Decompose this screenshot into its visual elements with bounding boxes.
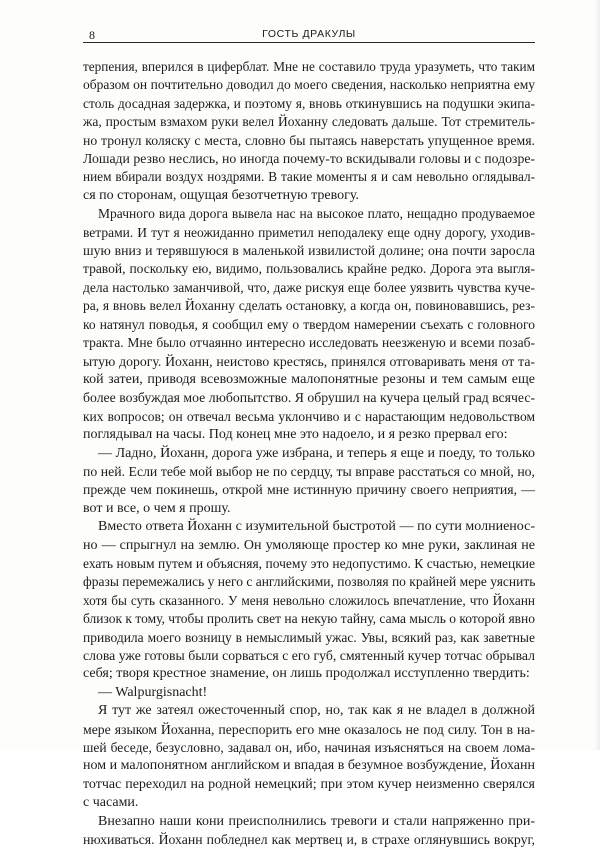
text-line: шей беседе, безусловно, задавал он, ибо, начиная изъясняться на своем лома- (83, 740, 535, 756)
text-line: Я тут же затеял ожесточенный спор, но, так как я не владел в должной (98, 703, 535, 719)
text-line: приводила моего возницу в немыслимый ужас. Увы, всякий раз, как заветные (83, 629, 535, 645)
text-line: ких вопросов; он отвечал весьма уклончиво и с нарастающим недовольством (83, 408, 535, 424)
text-line: вот и все, о чем я прошу. (83, 500, 231, 516)
text-line: кой затеи, приводя всевозможные малопонятные резоны и тем самым еще (83, 371, 535, 387)
text-line: — Walpurgisnacht! (98, 684, 208, 700)
text-line: травой, поскольку ею, видимо, пользовались крайне редко. Дорога эта выгля- (83, 261, 535, 277)
text-line: жа, простым взмахом руки велел Йоханну следовать дальше. Тот стремитель- (83, 114, 535, 130)
text-line: Вместо ответа Йоханн с изумительной быстротой — по сути молниенос- (98, 519, 535, 535)
page-edge-shadow (594, 0, 600, 750)
running-header (83, 20, 535, 43)
text-line: — Ладно, Йоханн, дорога уже избрана, и теперь я еще и поеду, то только (98, 445, 535, 461)
text-line: фразы перемежались у него с английскими, позволяя по крайней мере уяснить (83, 574, 536, 590)
text-line: прежде чем покинешь, открой мне истинную причину своего неприятия, — (83, 482, 535, 498)
text-line: слова уже готовы были сорваться с его губ, смятенный кучер тотчас обрывал (83, 648, 535, 663)
text-line: с часами. (83, 795, 139, 811)
text-line: тотчас переходил на родной немецкий; при этом кучер неизменно сверялся (83, 776, 535, 792)
text-line: Лошади резво неслись, но иногда почему-то вскидывали головы и с подозре- (83, 151, 535, 167)
text-line: ветрами. И тут я неожиданно приметил неподалеку еще одну дорогу, уходив- (83, 224, 535, 240)
text-line: по ней. Если тебе мой выбор не по сердцу, ты вправе расстаться со мной, но, (83, 463, 535, 479)
running-title: ГОСТЬ ДРАКУЛЫ (262, 28, 356, 40)
text-line: столь досадная задержка, и поэтому я, вновь откинувшись на подушки экипа- (83, 95, 535, 111)
text-line: нием вбирали воздух ноздрями. В такие моменты я и сам невольно оглядывал- (83, 169, 535, 185)
text-line: тракта. Мне было отчаянно интересно исследовать неезженую и всеми позаб- (83, 335, 535, 351)
text-line: дела настолько заманчивой, что, даже рискуя еще более уязвить чувства куче- (83, 279, 535, 295)
text-line: близок к тому, чтобы пролить свет на некую тайну, сама мысль о которой явно (83, 611, 535, 627)
text-line: мере языком Йоханна, переспорить его мне оказалось не под силу. Тон в на- (83, 721, 535, 737)
text-line: более возбуждая мое любопытство. Я обрушил на кучера целый град всячес- (83, 390, 536, 406)
text-line: нюхиваться. Йоханн побледнел как мертвец и, в страхе оглянувшись вокруг, (83, 832, 535, 848)
text-line: шую вниз и терявшуюся в маленькой извилистой долине; она почти заросла (83, 243, 535, 259)
text-line: ко натянул поводья, я сообщил ему о твердом намерении съехать с головного (83, 316, 535, 332)
text-line: образом он почтительно доводил до моего сведения, насколько неприятна ему (83, 77, 535, 93)
text-line: себя; творя крестное знамение, он лишь продолжал исступленно твердить: (83, 666, 530, 682)
text-line: Мрачного вида дорога вывела нас на высокое плато, нещадно продуваемое (98, 206, 535, 222)
text-line: но тронул коляску с места, словно бы пытаясь наверстать упущенное время. (83, 132, 535, 148)
text-line: ся по сторонам, ощущая безотчетную тревогу. (83, 187, 359, 203)
text-line: ном и малопонятном английском и впадая в безумное возбуждение, Йоханн (83, 758, 535, 774)
page-number: 8 (89, 28, 95, 42)
text-line: ытую дорогу. Йоханн, неистово крестясь, принялся отговаривать меня от та- (83, 353, 535, 369)
text-line: но — спрыгнул на землю. Он умоляюще простер ко мне руки, заклиная не (83, 537, 535, 553)
text-line: поглядывал на часы. Под конец мне это надоело, и я резко прервал его: (83, 427, 508, 443)
text-line: Внезапно наши кони преисполнились тревоги и стали напряженно при- (98, 813, 535, 829)
text-line: терпения, вперился в циферблат. Мне не составило труда уразуметь, что таким (83, 59, 535, 74)
text-line: ехать новым путем и объясняя, почему это недопустимо. К счастью, немецкие (83, 555, 535, 571)
text-line: ра, я вновь велел Йоханну сделать остановку, а когда он, повиновавшись, рез- (83, 298, 535, 314)
body-text (83, 58, 535, 849)
text-line: хотя бы суть сказанного. У меня невольно сложилось впечатление, что Йоханн (83, 592, 535, 608)
